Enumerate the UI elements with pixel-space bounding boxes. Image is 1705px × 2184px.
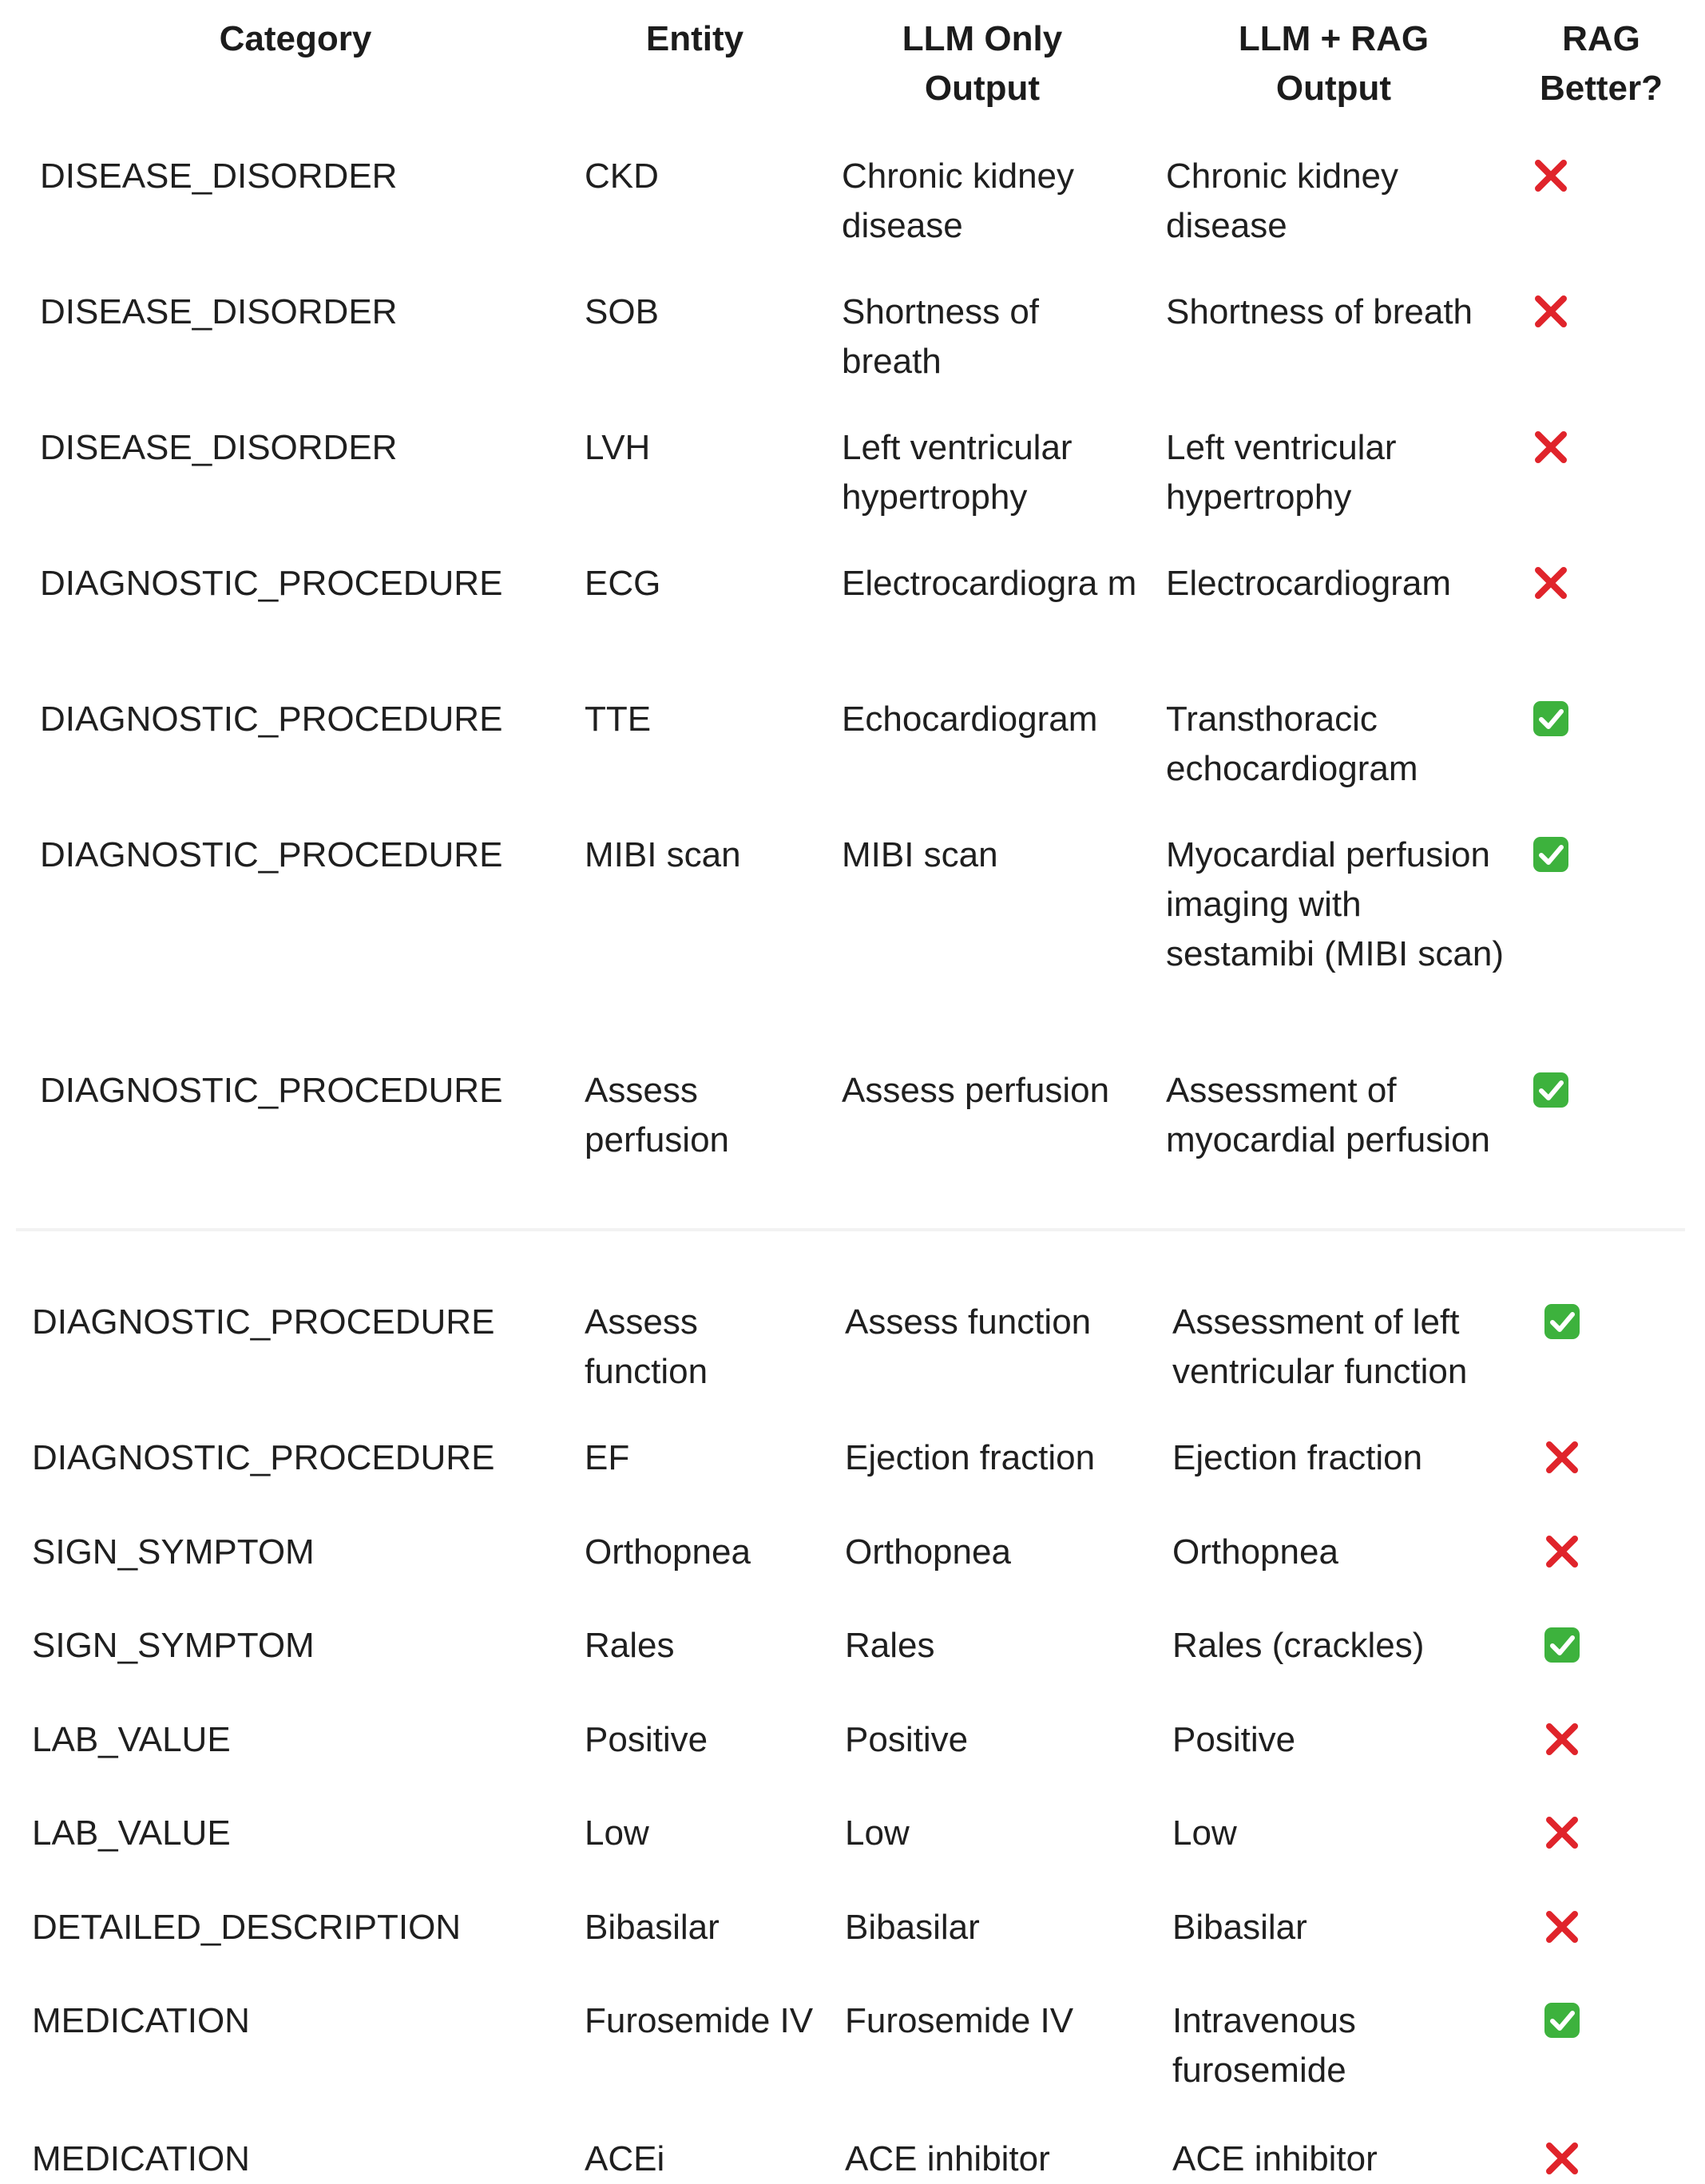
red-cross-icon	[1543, 1720, 1581, 1758]
cell-entity: Furosemide IV	[585, 2001, 814, 2040]
header-category: Category	[219, 19, 372, 58]
cell-category: SIGN_SYMPTOM	[32, 1626, 315, 1665]
cell-category: LAB_VALUE	[32, 1813, 231, 1853]
cell-llm-rag-output: Ejection fraction	[1172, 1438, 1423, 1477]
cell-category: DIAGNOSTIC_PROCEDURE	[40, 700, 503, 739]
cell-entity: TTE	[585, 700, 652, 739]
cell-llm-rag-output: Electrocardiogram	[1166, 564, 1452, 603]
cell-llm-only-output: ACE inhibitor	[845, 2139, 1050, 2178]
cell-category: DIAGNOSTIC_PROCEDURE	[32, 1302, 495, 1342]
cell-llm-rag-output: Assessment of myocardial perfusion	[1166, 1071, 1490, 1159]
cell-llm-only-output: Bibasilar	[845, 1908, 980, 1947]
cell-entity: Assess perfusion	[585, 1071, 730, 1159]
cell-llm-only-output: Electrocardiogra m	[842, 564, 1137, 603]
cell-category: MEDICATION	[32, 2139, 250, 2178]
cell-llm-only-output: Orthopnea	[845, 1532, 1011, 1572]
red-cross-icon	[1543, 1532, 1581, 1571]
section-divider	[16, 1228, 1685, 1231]
header-llm-rag-output: LLM + RAG Output	[1238, 19, 1429, 108]
cell-llm-rag-output: Left ventricular hypertrophy	[1166, 428, 1397, 517]
cell-llm-only-output: Low	[845, 1813, 910, 1853]
cell-entity: CKD	[585, 157, 659, 196]
red-cross-icon	[1532, 157, 1570, 195]
cell-category: LAB_VALUE	[32, 1720, 231, 1759]
red-cross-icon	[1543, 1813, 1581, 1852]
cell-category: DIAGNOSTIC_PROCEDURE	[40, 1071, 503, 1110]
cell-category: DIAGNOSTIC_PROCEDURE	[40, 564, 503, 603]
cell-entity: Rales	[585, 1626, 675, 1665]
cell-category: DIAGNOSTIC_PROCEDURE	[32, 1438, 495, 1477]
cell-entity: LVH	[585, 428, 651, 467]
cell-llm-only-output: Shortness of breath	[842, 292, 1040, 381]
green-check-box-icon	[1543, 1626, 1581, 1664]
cell-entity: EF	[585, 1438, 630, 1477]
cell-category: DISEASE_DISORDER	[40, 157, 398, 196]
cell-llm-only-output: Left ventricular hypertrophy	[842, 428, 1073, 517]
header-rag-better: RAG Better?	[1539, 19, 1663, 108]
cell-llm-only-output: MIBI scan	[842, 835, 998, 874]
cell-llm-rag-output: Positive	[1172, 1720, 1296, 1759]
cell-llm-rag-output: Bibasilar	[1172, 1908, 1307, 1947]
red-cross-icon	[1543, 1908, 1581, 1946]
cell-entity: MIBI scan	[585, 835, 741, 874]
green-check-box-icon	[1543, 2001, 1581, 2039]
green-check-box-icon	[1532, 1071, 1570, 1109]
red-cross-icon	[1543, 1438, 1581, 1476]
cell-llm-rag-output: Myocardial perfusion imaging with sestamibi (MIBI scan)	[1166, 835, 1504, 973]
red-cross-icon	[1532, 564, 1570, 602]
cell-llm-only-output: Positive	[845, 1720, 969, 1759]
cell-llm-rag-output: Assessment of left ventricular function	[1172, 1302, 1468, 1391]
header-entity: Entity	[645, 19, 744, 58]
cell-category: SIGN_SYMPTOM	[32, 1532, 315, 1572]
green-check-box-icon	[1532, 835, 1570, 874]
cell-llm-only-output: Ejection fraction	[845, 1438, 1096, 1477]
red-cross-icon	[1532, 292, 1570, 331]
cell-category: DIAGNOSTIC_PROCEDURE	[40, 835, 503, 874]
cell-llm-only-output: Chronic kidney disease	[842, 157, 1075, 245]
red-cross-icon	[1543, 2139, 1581, 2178]
cell-llm-rag-output: ACE inhibitor	[1172, 2139, 1378, 2178]
cell-llm-rag-output: Intravenous furosemide	[1172, 2001, 1356, 2090]
cell-llm-only-output: Furosemide IV	[845, 2001, 1074, 2040]
cell-category: MEDICATION	[32, 2001, 250, 2040]
red-cross-icon	[1532, 428, 1570, 466]
cell-category: DETAILED_DESCRIPTION	[32, 1908, 462, 1947]
cell-llm-rag-output: Low	[1172, 1813, 1237, 1853]
cell-llm-only-output: Echocardiogram	[842, 700, 1098, 739]
cell-entity: Bibasilar	[585, 1908, 720, 1947]
cell-llm-only-output: Rales	[845, 1626, 935, 1665]
cell-entity: Low	[585, 1813, 649, 1853]
cell-llm-rag-output: Rales (crackles)	[1172, 1626, 1425, 1665]
cell-entity: SOB	[585, 292, 659, 331]
cell-llm-rag-output: Shortness of breath	[1166, 292, 1473, 331]
green-check-box-icon	[1543, 1302, 1581, 1341]
cell-entity: ACEi	[585, 2139, 665, 2178]
cell-llm-only-output: Assess function	[845, 1302, 1092, 1342]
cell-llm-rag-output: Chronic kidney disease	[1166, 157, 1399, 245]
header-llm-only-output: LLM Only Output	[902, 19, 1063, 108]
cell-entity: Positive	[585, 1720, 708, 1759]
cell-category: DISEASE_DISORDER	[40, 292, 398, 331]
cell-llm-only-output: Assess perfusion	[842, 1071, 1110, 1110]
green-check-box-icon	[1532, 700, 1570, 738]
cell-entity: ECG	[585, 564, 661, 603]
cell-llm-rag-output: Orthopnea	[1172, 1532, 1338, 1572]
cell-llm-rag-output: Transthoracic echocardiogram	[1166, 700, 1418, 788]
cell-category: DISEASE_DISORDER	[40, 428, 398, 467]
cell-entity: Orthopnea	[585, 1532, 751, 1572]
cell-entity: Assess function	[585, 1302, 708, 1391]
